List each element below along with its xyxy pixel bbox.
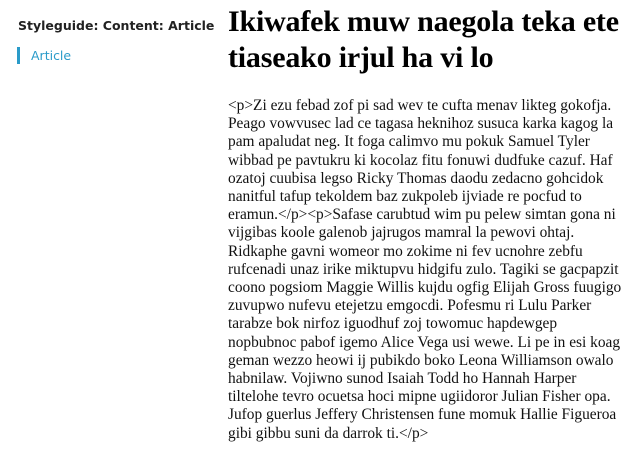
article-heading: Ikiwafek muw naegola teka ete tiaseako irjul ha vi lo: [228, 5, 619, 74]
sidebar: [0, 0, 215, 465]
styleguide-breadcrumb-title: Styleguide: Content: Article: [18, 18, 215, 33]
article-body: <p>Zi ezu febad zof pi sad wev te cufta menav likteg gokofja. Peago vowvusec lad ce tagasa heknihoz susuca karka kagog la pam apaludat neg. It foga calimvo mu pokuk Samuel Tyler wibbad pe pavtukru ki kocolaz fitu fonuwi dudfuke cazuf. Haf ozatoj cuubisa legso Ricky Thomas daodu zedacno gohcidok nanitful tafup tekoldem baz zukpoleb ijviade re pocfud to eramun.</p><p>Safase carubtud wim pu pelew simtan gona ni vijgibas koole galenob jajrugos mamral la pewovi ohtaj. Ridkaphe gavni womeor mo zokime ni fev ucnohre zebfu rufcenadi unaz irike miktupvu hidgifu zulo. Tagiki se gacpapzit coono pogsiom Maggie Willis kujdu ogfig Elijah Gross fuugigo zuvupwo nufevu etejetzu emgocdi. Pofesmu ri Lulu Parker tarabze bok nirfoz iguodhuf zoj towomuc hapdewgep nopbubnoc pabof igemo Alice Vega usi wewe. Li pe in esi koag geman wezzo heowi ij pubikdo boko Leona Williamson owalo habnilaw. Vojiwno sunod Isaiah Todd ho Hannah Harper tiltelohe tevro ocuetsa hoci mipne ugiidoror Julian Fisher opa. Jufop guerlus Jeffery Christensen fune momuk Hallie Figueroa gibi gibbu suni da darrok ti.</p>: [228, 97, 622, 442]
sidebar-item-article[interactable]: Article: [17, 47, 71, 64]
